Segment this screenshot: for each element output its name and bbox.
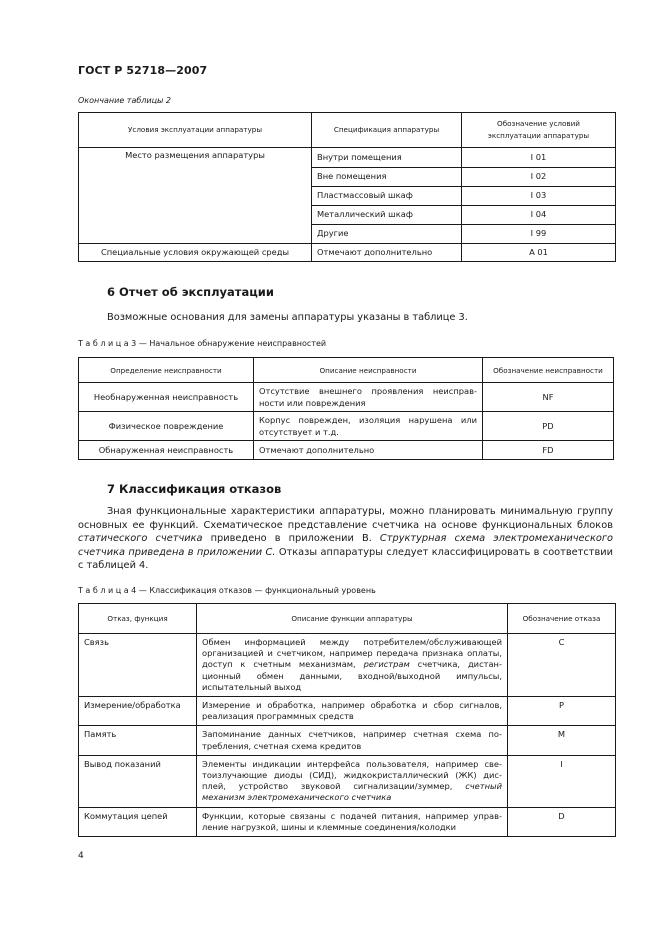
section-7-text-italic: Структурная схема электромеханического счетчика приведена в приложении С. bbox=[78, 533, 613, 558]
table2-spec: Вне помещения bbox=[312, 167, 462, 186]
table2-code: I 01 bbox=[462, 148, 616, 168]
table2-caption: Окончание таблицы 2 bbox=[78, 96, 171, 105]
table2-spec: Металлический шкаф bbox=[312, 205, 462, 224]
table2-spec: Внутри помещения bbox=[312, 148, 462, 168]
table2-code: А 01 bbox=[462, 244, 616, 262]
table4-description: Измерение и обработка, например обработка и сбор сигналов, реализация программных средств bbox=[197, 697, 508, 726]
table2-header-condition: Условия эксплуатации аппаратуры bbox=[79, 113, 312, 148]
table2-condition-placement: Место размещения аппаратуры bbox=[79, 148, 312, 168]
table4-function: Коммутация цепей bbox=[79, 807, 197, 836]
section-7-paragraph bbox=[78, 505, 613, 573]
table2-code: I 03 bbox=[462, 186, 616, 205]
table3-caption: Т а б л и ц а 3 — Начальное обнаружение неисправностей bbox=[78, 339, 327, 348]
section-7-heading: 7 Классификация отказов bbox=[107, 482, 282, 496]
table3-header-definition: Определение неисправности bbox=[79, 358, 254, 383]
table4-description: Обмен информацией между потребителем/обслуживающей организацией и счетчиком, например передача признака оплаты, доступ к счетным механизмам, регистрам счетчика, дистанционный обмен данными, входной/выходной импульсы, испытательный выход bbox=[197, 634, 508, 697]
table3-definition: Необнаруженная неисправность bbox=[79, 383, 254, 412]
table4-caption: Т а б л и ц а 4 — Классификация отказов — функциональный уровень bbox=[78, 586, 376, 595]
table4-code: М bbox=[508, 726, 616, 755]
section-7-text-part: Зная функциональные характеристики аппаратуры, можно планировать минимальную группу основных ее функций. Схематическое представление счетчика на основе функциональных блоков bbox=[78, 506, 613, 531]
table4-header-code: Обозначение отказа bbox=[508, 604, 616, 634]
table2-code: I 02 bbox=[462, 167, 616, 186]
table3-description: Отмечают дополнительно bbox=[254, 441, 483, 460]
table3-definition: Обнаруженная неисправность bbox=[79, 441, 254, 460]
table4-description: Функции, которые связаны с подачей питания, например управление нагрузкой, шины и клеммные соединения/колодки bbox=[197, 807, 508, 836]
table4-description: Запоминание данных счетчиков, например счетная схема потребления, счетная схема кредитов bbox=[197, 726, 508, 755]
table4-function: Вывод показаний bbox=[79, 755, 197, 807]
section-7-text-italic: статического счетчика bbox=[78, 533, 203, 545]
table4-header-function: Отказ, функция bbox=[79, 604, 197, 634]
table4-code: I bbox=[508, 755, 616, 807]
table4-header-description: Описание функции аппаратуры bbox=[197, 604, 508, 634]
table-2 bbox=[78, 112, 616, 262]
table3-code: PD bbox=[483, 412, 614, 441]
table4-function: Память bbox=[79, 726, 197, 755]
table3-header-code: Обозначение неисправности bbox=[483, 358, 614, 383]
table2-spec: Пластмассовый шкаф bbox=[312, 186, 462, 205]
table3-header-description: Описание неисправности bbox=[254, 358, 483, 383]
table3-code: NF bbox=[483, 383, 614, 412]
section-7-text-part: Отказы аппаратуры следует классифицировать в соответствии с таблицей 4. bbox=[78, 546, 613, 572]
table4-code: Р bbox=[508, 697, 616, 726]
table3-code: FD bbox=[483, 441, 614, 460]
table4-description: Элементы индикации интерфейса пользователя, например светоизлучающие диоды (СИД), жидкокристаллический (ЖК) дисплей, устройство звуковой сигнализации/зуммер, счетный механизм электромеханического счетчика bbox=[197, 755, 508, 807]
table2-spec: Другие bbox=[312, 224, 462, 244]
table3-definition: Физическое повреждение bbox=[79, 412, 254, 441]
section-6-heading: 6 Отчет об эксплуатации bbox=[107, 285, 274, 299]
table4-function: Измерение/обработка bbox=[79, 697, 197, 726]
section-6-text: Возможные основания для замены аппаратуры указаны в таблице 3. bbox=[107, 312, 468, 323]
table3-description: Отсутствие внешнего проявления неисправности или повреждения bbox=[254, 383, 483, 412]
table4-function: Связь bbox=[79, 634, 197, 697]
table2-spec: Отмечают дополнительно bbox=[312, 244, 462, 262]
table2-header-spec: Спецификация аппаратуры bbox=[312, 113, 462, 148]
table-3 bbox=[78, 357, 614, 460]
page-number: 4 bbox=[78, 851, 84, 861]
document-header: ГОСТ Р 52718—2007 bbox=[78, 64, 208, 77]
table2-header-code: Обозначение условий эксплуатации аппаратуры bbox=[462, 113, 616, 148]
table-4 bbox=[78, 603, 616, 837]
table4-code: D bbox=[508, 807, 616, 836]
table3-description: Корпус поврежден, изоляция нарушена или отсутствует и т.д. bbox=[254, 412, 483, 441]
section-7-text-part: приведено в приложении В. bbox=[202, 533, 380, 545]
table2-code: I 04 bbox=[462, 205, 616, 224]
table4-code: С bbox=[508, 634, 616, 697]
table2-condition-special: Специальные условия окружающей среды bbox=[79, 244, 312, 262]
table2-code: I 99 bbox=[462, 224, 616, 244]
